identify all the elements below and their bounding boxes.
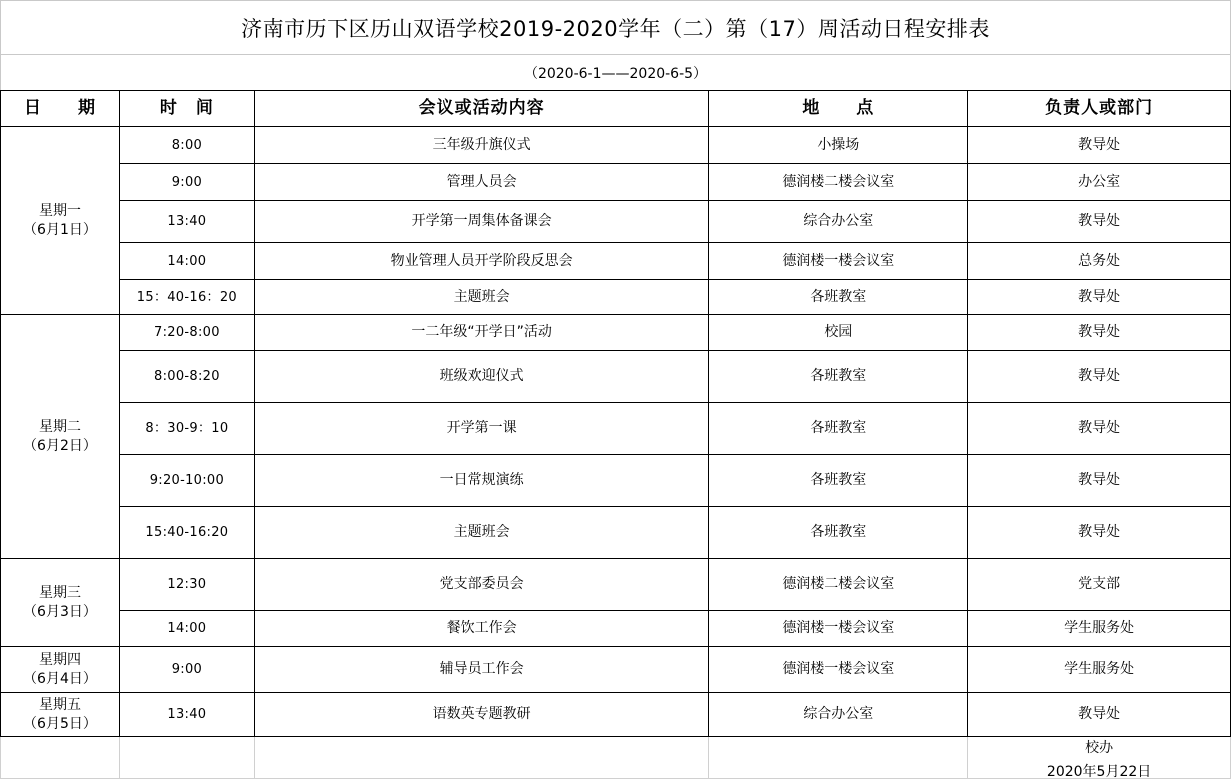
table-row (1, 693, 1231, 737)
event-location: 各班教室 (709, 507, 968, 559)
event-content: 开学第一周集体备课会 (254, 201, 709, 243)
event-location: 小操场 (709, 127, 968, 164)
event-time: 13:40 (119, 693, 254, 737)
event-location: 综合办公室 (709, 693, 968, 737)
header-location: 地 点 (709, 91, 968, 127)
day-date: （6月1日） (23, 221, 97, 238)
event-time: 9:00 (119, 164, 254, 201)
table-row (1, 647, 1231, 693)
day-name: 星期二 (38, 418, 81, 435)
event-content: 餐饮工作会 (254, 611, 709, 647)
table-row (1, 559, 1231, 611)
day-cell-tuesday (1, 315, 120, 559)
event-location: 各班教室 (709, 403, 968, 455)
day-cell-monday (1, 127, 120, 315)
event-owner: 教导处 (968, 507, 1231, 559)
footer-empty-cell (1, 737, 120, 779)
footer-signature-cell (968, 737, 1231, 779)
event-owner: 党支部 (968, 559, 1231, 611)
table-row (1, 403, 1231, 455)
table-row (1, 455, 1231, 507)
event-time: 7:20-8:00 (119, 315, 254, 351)
event-location: 德润楼一楼会议室 (709, 611, 968, 647)
day-date: （6月4日） (23, 670, 97, 687)
header-content: 会议或活动内容 (254, 91, 709, 127)
event-time: 14:00 (119, 611, 254, 647)
event-time: 9:20-10:00 (119, 455, 254, 507)
table-row (1, 611, 1231, 647)
table-header-row (1, 91, 1231, 127)
event-owner: 教导处 (968, 315, 1231, 351)
event-owner: 教导处 (968, 693, 1231, 737)
event-owner: 学生服务处 (968, 611, 1231, 647)
event-content: 班级欢迎仪式 (254, 351, 709, 403)
event-location: 德润楼一楼会议室 (709, 243, 968, 280)
event-content: 语数英专题教研 (254, 693, 709, 737)
event-location: 校园 (709, 315, 968, 351)
event-owner: 教导处 (968, 280, 1231, 315)
event-content: 管理人员会 (254, 164, 709, 201)
event-owner: 教导处 (968, 403, 1231, 455)
event-time: 8:00 (119, 127, 254, 164)
event-location: 德润楼一楼会议室 (709, 647, 968, 693)
event-owner: 教导处 (968, 455, 1231, 507)
table-row (1, 315, 1231, 351)
day-name: 星期五 (38, 696, 81, 713)
event-content: 主题班会 (254, 507, 709, 559)
event-time: 12:30 (119, 559, 254, 611)
event-location: 各班教室 (709, 351, 968, 403)
page-title: 济南市历下区历山双语学校2019-2020学年（二）第（17）周活动日程安排表 (0, 0, 1231, 55)
day-date: （6月2日） (23, 437, 97, 454)
footer-empty-cell (254, 737, 709, 779)
day-cell-thursday (1, 647, 120, 693)
footer-empty-cell (119, 737, 254, 779)
day-name: 星期三 (38, 584, 81, 601)
event-owner: 总务处 (968, 243, 1231, 280)
event-content: 三年级升旗仪式 (254, 127, 709, 164)
event-content: 一二年级“开学日”活动 (254, 315, 709, 351)
day-cell-friday (1, 693, 120, 737)
day-name: 星期四 (38, 651, 81, 668)
event-location: 各班教室 (709, 455, 968, 507)
footer-empty-cell (709, 737, 968, 779)
day-date: （6月3日） (23, 603, 97, 620)
event-location: 德润楼二楼会议室 (709, 164, 968, 201)
event-content: 辅导员工作会 (254, 647, 709, 693)
event-owner: 教导处 (968, 351, 1231, 403)
event-location: 德润楼二楼会议室 (709, 559, 968, 611)
event-time: 14:00 (119, 243, 254, 280)
header-date: 日 期 (1, 91, 120, 127)
event-content: 物业管理人员开学阶段反思会 (254, 243, 709, 280)
table-row (1, 507, 1231, 559)
event-location: 各班教室 (709, 280, 968, 315)
date-range: （2020-6-1——2020-6-5） (0, 54, 1231, 91)
footer-row (1, 737, 1231, 779)
event-content: 主题班会 (254, 280, 709, 315)
event-owner: 教导处 (968, 127, 1231, 164)
event-time: 13:40 (119, 201, 254, 243)
event-location: 综合办公室 (709, 201, 968, 243)
event-time: 15：40-16：20 (119, 280, 254, 315)
event-owner: 学生服务处 (968, 647, 1231, 693)
event-owner: 办公室 (968, 164, 1231, 201)
event-owner: 教导处 (968, 201, 1231, 243)
event-content: 开学第一课 (254, 403, 709, 455)
issuing-office: 校办 (1085, 740, 1114, 756)
event-time: 15:40-16:20 (119, 507, 254, 559)
table-row (1, 164, 1231, 201)
header-time: 时 间 (119, 91, 254, 127)
day-date: （6月5日） (23, 715, 97, 732)
header-owner: 负责人或部门 (968, 91, 1231, 127)
table-row (1, 127, 1231, 164)
issue-date: 2020年5月22日 (1046, 764, 1152, 779)
day-cell-wednesday (1, 559, 120, 647)
schedule-table (0, 90, 1231, 779)
day-name: 星期一 (38, 202, 81, 219)
table-row (1, 201, 1231, 243)
event-content: 党支部委员会 (254, 559, 709, 611)
event-content: 一日常规演练 (254, 455, 709, 507)
table-row (1, 351, 1231, 403)
event-time: 9:00 (119, 647, 254, 693)
event-time: 8:00-8:20 (119, 351, 254, 403)
event-time: 8：30-9：10 (119, 403, 254, 455)
table-row (1, 243, 1231, 280)
table-row (1, 280, 1231, 315)
